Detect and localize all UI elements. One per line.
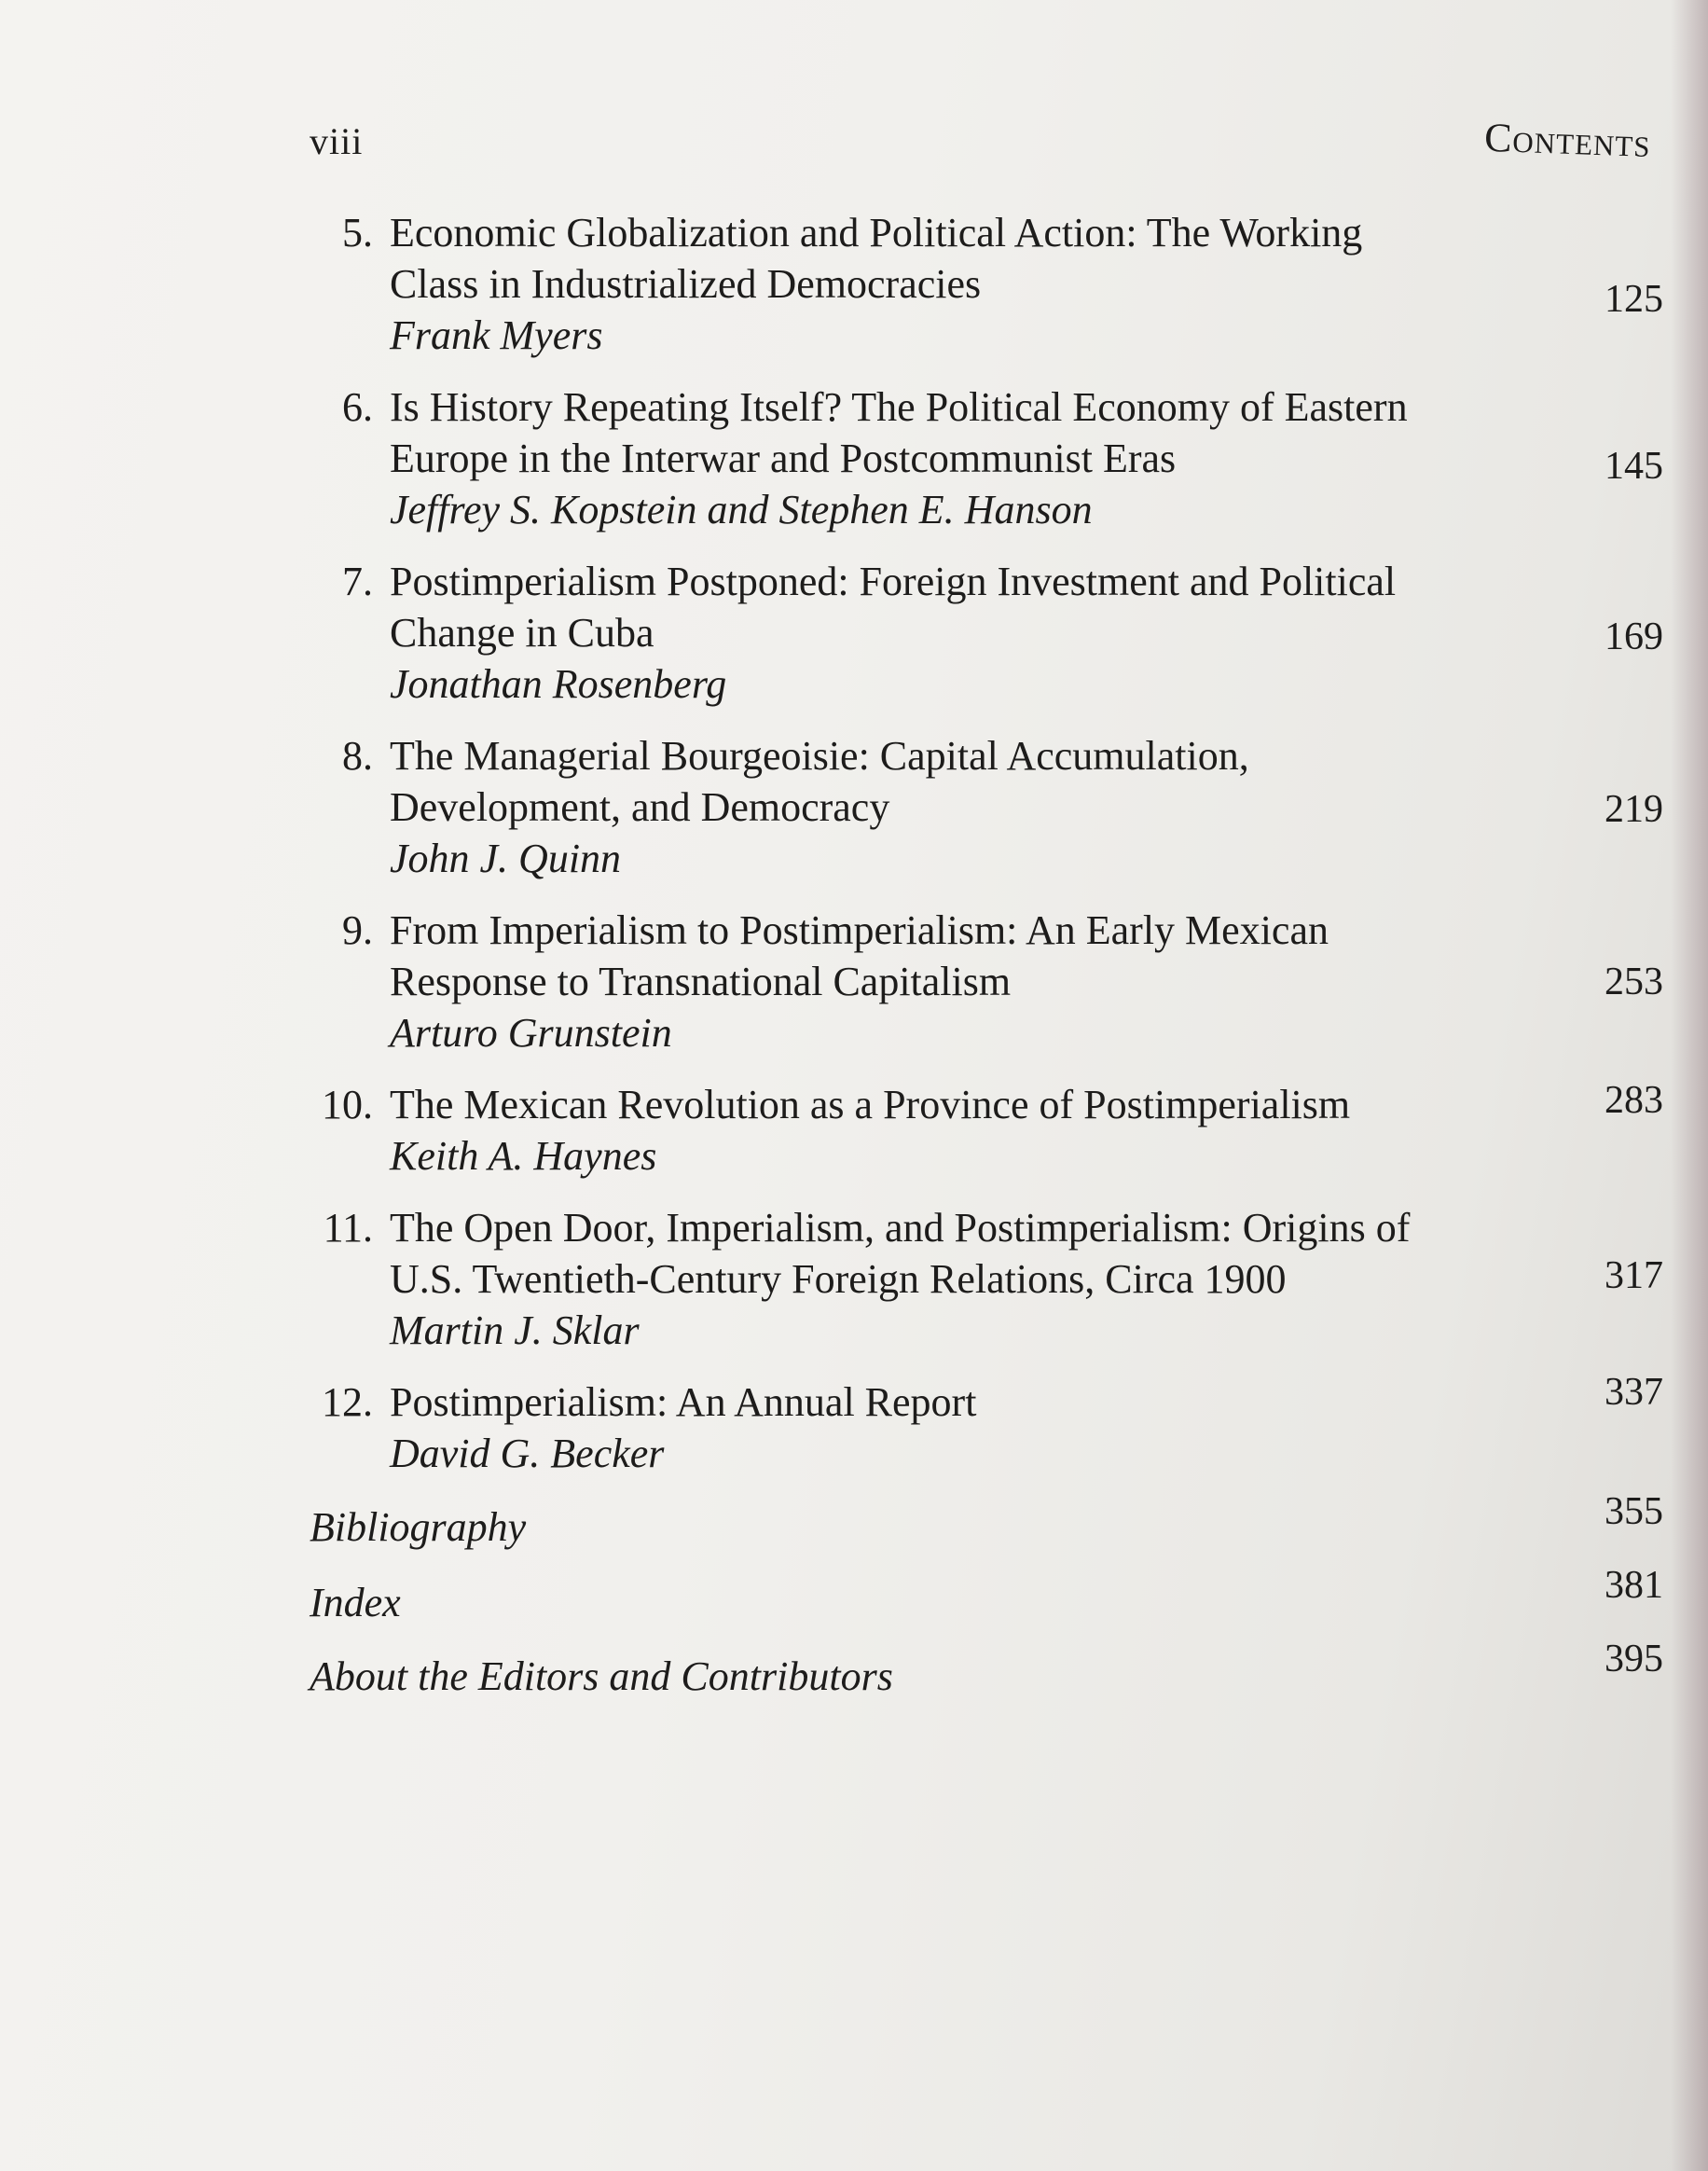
chapter-number: 10. <box>322 1082 373 1127</box>
chapter-page-number: 337 <box>1605 1371 1663 1414</box>
toc-entry-chapter-5 <box>310 207 1671 361</box>
chapter-page-number: 283 <box>1605 1079 1663 1122</box>
chapter-title-line: Postimperialism: An Annual Report <box>390 1379 977 1425</box>
chapter-number: 6. <box>342 384 373 430</box>
chapter-title-line: Change in Cuba <box>390 610 654 656</box>
chapter-page-number: 253 <box>1605 961 1663 1003</box>
chapter-author: Martin J. Sklar <box>390 1307 640 1353</box>
back-matter-title: Index <box>310 1580 401 1625</box>
chapter-title-line: Europe in the Interwar and Postcommunist Eras <box>390 436 1177 481</box>
chapter-number: 11. <box>323 1205 373 1251</box>
chapter-number: 12. <box>322 1379 373 1425</box>
chapter-title-line: The Mexican Revolution as a Province of Postimperialism <box>390 1082 1351 1127</box>
toc-entry-chapter-6 <box>310 381 1671 535</box>
chapter-title-line: The Managerial Bourgeoisie: Capital Accumulation, <box>390 733 1249 779</box>
chapter-title-line: Economic Globalization and Political Action: The Working <box>390 210 1363 256</box>
toc-entry-chapter-10 <box>310 1079 1671 1182</box>
chapter-title-line: U.S. Twentieth-Century Foreign Relations, Circa 1900 <box>390 1256 1287 1302</box>
toc-entry-bibliography <box>310 1490 1671 1553</box>
toc-entry-index <box>310 1564 1671 1628</box>
chapter-author: Arturo Grunstein <box>390 1010 672 1056</box>
chapter-author: John J. Quinn <box>390 836 622 881</box>
chapter-author: Jeffrey S. Kopstein and Stephen E. Hanson <box>390 487 1093 532</box>
section-title: Contents <box>1483 114 1652 166</box>
back-matter-title: Bibliography <box>310 1504 527 1550</box>
chapter-page-number: 169 <box>1605 615 1663 658</box>
chapter-page-number: 145 <box>1605 445 1663 488</box>
chapter-number: 5. <box>342 210 373 256</box>
toc-entry-chapter-11 <box>310 1202 1671 1356</box>
page-edge-shadow <box>1671 0 1708 2171</box>
chapter-page-number: 125 <box>1605 278 1663 321</box>
chapter-title-line: Development, and Democracy <box>390 784 890 830</box>
chapter-title-line: Postimperialism Postponed: Foreign Investment and Political <box>390 559 1397 604</box>
back-matter-page-number: 381 <box>1605 1564 1663 1607</box>
chapter-author: Jonathan Rosenberg <box>390 661 727 707</box>
toc-entry-chapter-9 <box>310 905 1671 1058</box>
chapter-page-number: 317 <box>1605 1254 1663 1297</box>
chapter-page-number: 219 <box>1605 788 1663 831</box>
toc-entry-chapter-7 <box>310 556 1671 710</box>
back-matter-title: About the Editors and Contributors <box>310 1653 893 1699</box>
toc-entry-chapter-8 <box>310 730 1671 884</box>
back-matter-page-number: 395 <box>1605 1638 1663 1680</box>
chapter-author: Frank Myers <box>390 312 603 358</box>
table-of-contents <box>310 207 1671 1702</box>
chapter-title-line: From Imperialism to Postimperialism: An Early Mexican <box>390 907 1329 953</box>
chapter-author: Keith A. Haynes <box>390 1133 657 1179</box>
chapter-title-line: Class in Industrialized Democracies <box>390 261 982 307</box>
chapter-author: David G. Becker <box>390 1431 665 1476</box>
page-folio: viii <box>310 120 364 162</box>
toc-entry-about-contributors <box>310 1638 1671 1702</box>
running-head <box>310 114 1652 175</box>
back-matter-page-number: 355 <box>1605 1490 1663 1533</box>
chapter-title-line: The Open Door, Imperialism, and Postimperialism: Origins of <box>390 1205 1411 1251</box>
chapter-title-line: Response to Transnational Capitalism <box>390 959 1012 1004</box>
toc-entry-chapter-12 <box>310 1371 1671 1479</box>
chapter-title-line: Is History Repeating Itself? The Political Economy of Eastern <box>390 384 1408 430</box>
chapter-number: 8. <box>342 733 373 779</box>
chapter-number: 7. <box>342 559 373 604</box>
chapter-number: 9. <box>342 907 373 953</box>
